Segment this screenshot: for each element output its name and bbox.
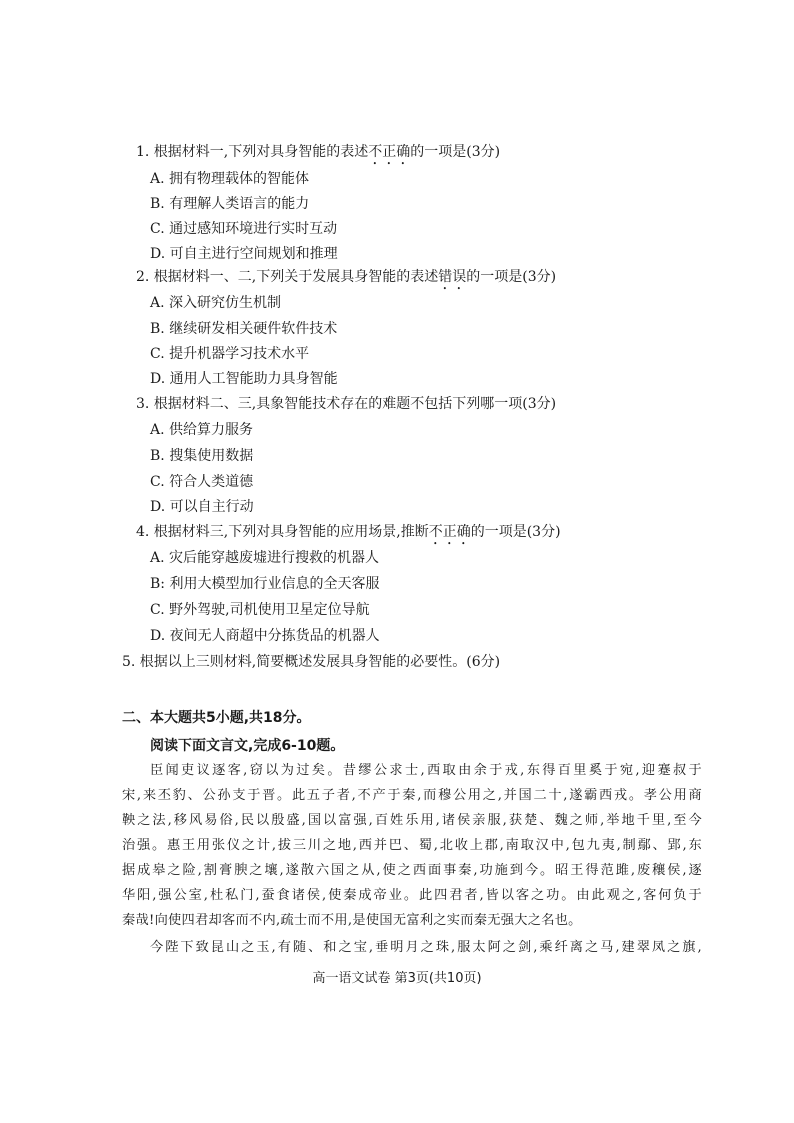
question-stem: 5. 根据以上三则材料,简要概述发展具身智能的必要性。(6分) [122, 654, 501, 670]
section-title: 二、本大题共5小题,共18分。 [122, 710, 311, 726]
question-1 [136, 143, 500, 168]
section-instruction: 阅读下面文言文,完成6-10题。 [150, 738, 345, 754]
option-4a: A. 灾后能穿越废墟进行搜救的机器人 [150, 550, 380, 566]
option-4c: C. 野外驾驶,司机使用卫星定位导航 [150, 602, 370, 618]
option-3d: D. 可以自主行动 [150, 499, 254, 515]
page-footer: 高一语文试卷 第3页(共10页) [312, 971, 482, 986]
passage-line: 臣闻吏议逐客,窃以为过矣。昔缪公求士,西取由余于戎,东得百里奚于宛,迎蹇叔于 [150, 763, 702, 778]
question-score: 的一项是(3分) [410, 144, 501, 160]
option-1d: D. 可自主进行空间规划和推理 [150, 246, 338, 262]
option-1a: A. 拥有物理载体的智能体 [150, 171, 310, 187]
passage-line: 华阳,强公室,杜私门,蚕食诸侯,使秦成帝业。此四君者,皆以客之功。由此观之,客何负于 [122, 888, 702, 903]
question-stem: 4. 根据材料三,下列对具身智能的应用场景,推断 [136, 524, 429, 540]
option-3c: C. 符合人类道德 [150, 474, 254, 490]
emphasized-word: 不正确 [368, 144, 411, 160]
option-1b: B. 有理解人类语言的能力 [150, 196, 310, 212]
question-score: 的一项是(3分) [470, 524, 561, 540]
passage-line: 据成皋之险,割膏腴之壤,遂散六国之从,使之西面事秦,功施到今。昭王得范雎,废穰侯,逐 [122, 863, 702, 878]
option-4b: B: 利用大模型加行业信息的全天客服 [150, 576, 380, 592]
question-stem: 2. 根据材料一、二,下列关于发展具身智能的表述 [136, 269, 439, 285]
emphasized-word: 不正确 [428, 524, 471, 540]
option-2d: D. 通用人工智能助力具身智能 [150, 371, 338, 387]
option-1c: C. 通过感知环境进行实时互动 [150, 221, 338, 237]
option-4d: D. 夜间无人商超中分拣货品的机器人 [150, 628, 380, 644]
passage-line: 鞅之法,移风易俗,民以殷盛,国以富强,百姓乐用,诸侯亲服,获楚、魏之师,举地千里,至今 [122, 813, 702, 828]
question-3 [136, 395, 556, 413]
option-2c: C. 提升机器学习技术水平 [150, 346, 310, 362]
question-2 [136, 268, 556, 293]
question-stem: 3. 根据材料二、三,具象智能技术存在的难题不包括下列哪一项(3分) [136, 396, 557, 412]
question-score: 的一项是(3分) [466, 269, 557, 285]
emphasized-word: 错误 [438, 269, 467, 285]
question-stem: 1. 根据材料一,下列对具身智能的表述 [136, 144, 369, 160]
option-2a: A. 深入研究仿生机制 [150, 295, 282, 311]
question-4 [136, 523, 561, 548]
option-3b: B. 搜集使用数据 [150, 448, 254, 464]
option-2b: B. 继续研发相关硬件软件技术 [150, 321, 338, 337]
question-5 [122, 653, 500, 671]
passage-line: 今陛下致昆山之玉,有随、和之宝,垂明月之珠,服太阿之剑,乘纤离之马,建翠凤之旗, [150, 940, 702, 955]
option-3a: A. 供给算力服务 [150, 422, 254, 438]
passage-line: 秦哉!向使四君却客而不内,疏士而不用,是使国无富利之实而秦无强大之名也。 [122, 913, 582, 928]
passage-line: 宋,来丕豹、公孙支于晋。此五子者,不产于秦,而穆公用之,并国二十,遂霸西戎。孝公用商 [122, 788, 702, 803]
passage-line: 治强。惠王用张仪之计,拔三川之地,西并巴、蜀,北收上郡,南取汉中,包九夷,制鄢、郢,东 [122, 838, 702, 853]
